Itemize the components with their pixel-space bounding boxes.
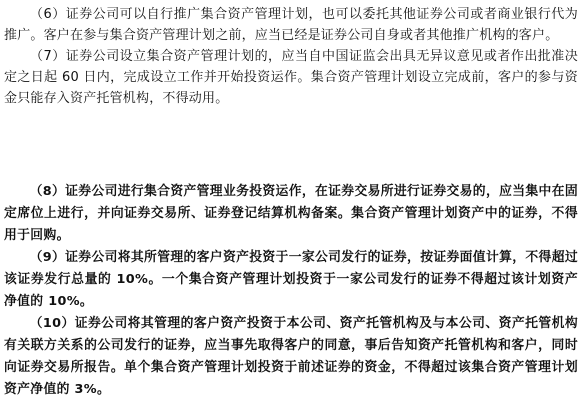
paragraph-9: （9）证券公司将其所管理的客户资产投资于一家公司发行的证券，按证券面值计算，不得超过该证券发行总量的 10%。一个集合资产管理计划投资于一家公司发行的证券不得超过该计划资产净值的 10%。 xyxy=(4,250,578,309)
paragraph-7: （7）证券公司设立集合资产管理计划的，应当自中国证监会出具无异议意见或者作出批准决定之日起 60 日内，完成设立工作并开始投资运作。集合资产管理计划设立完成前，客户的参与资金只能存入资产托管机构，不得动用。 xyxy=(4,49,578,106)
text-section-upper xyxy=(4,4,578,109)
paragraph-8: （8）证券公司进行集合资产管理业务投资运作，在证券交易所进行证券交易的，应当集中在固定席位上进行，并向证券交易所、证券登记结算机构备案。集合资产管理计划资产中的证券，不得用于回购。 xyxy=(4,184,578,243)
paragraph-10: （10）证券公司将其管理的客户资产投资于本公司、资产托管机构及与本公司、资产托管机构有关联方关系的公司发行的证券，应当事先取得客户的同意，事后告知资产托管机构和客户，同时向证券交易所报告。单个集合资产管理计划投资于前述证券的资金，不得超过该集合资产管理计划资产净值的 3%。 xyxy=(4,316,578,397)
text-section-lower xyxy=(4,181,578,401)
paragraph-6: （6）证券公司可以自行推广集合资产管理计划，也可以委托其他证券公司或者商业银行代为推广。客户在参与集合资产管理计划之前，应当已经是证券公司自身或者其他推广机构的客户。 xyxy=(4,7,578,43)
